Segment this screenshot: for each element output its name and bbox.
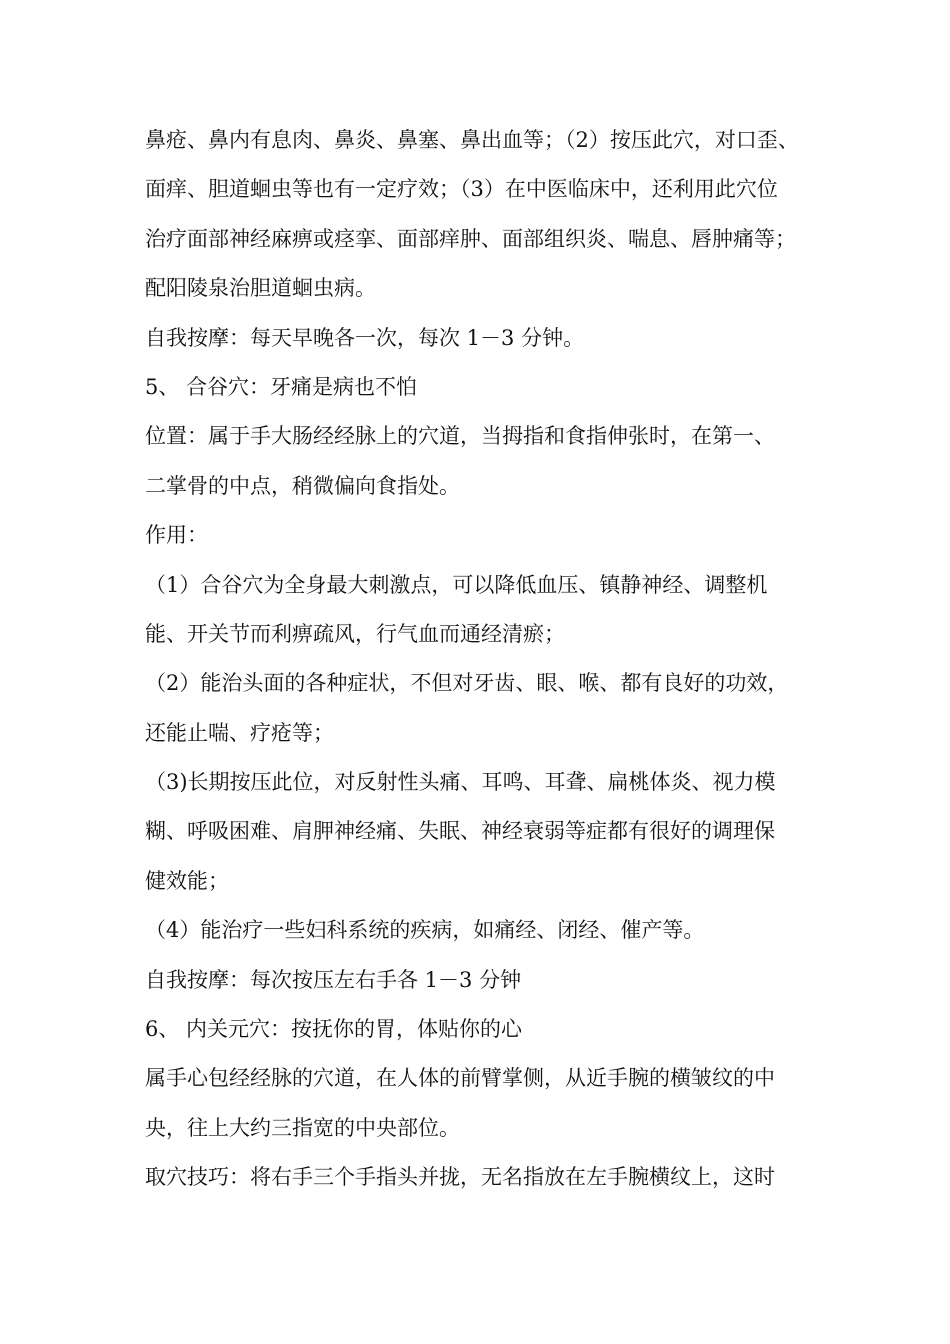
text-line: 还能止喘、疗疮等； (145, 720, 334, 745)
text-line: 面痒、胆道蛔虫等也有一定疗效；（3）在中医临床中，还利用此穴位 (145, 177, 778, 202)
text-line: 自我按摩：每天早晚各一次，每次 1－3 分钟。 (145, 325, 585, 350)
text-line: 属手心包经经脉的穴道，在人体的前臂掌侧，从近手腕的横皱纹的中 (145, 1066, 775, 1091)
text-line: 取穴技巧：将右手三个手指头并拢，无名指放在左手腕横纹上，这时 (145, 1165, 775, 1190)
section-heading: 6、 内关元穴：按抚你的胃，体贴你的心 (145, 1017, 523, 1042)
section-heading: 5、 合谷穴：牙痛是病也不怕 (145, 374, 418, 399)
text-line: 健效能； (145, 868, 229, 893)
text-line: （2）能治头面的各种症状，不但对牙齿、眼、喉、都有良好的功效， (145, 671, 789, 696)
text-line: 配阳陵泉治胆道蛔虫病。 (145, 276, 376, 301)
document-body (145, 116, 810, 1203)
text-line: 作用： (145, 523, 208, 548)
text-line: 二掌骨的中点，稍微偏向食指处。 (145, 473, 460, 498)
text-line: 糊、呼吸困难、肩胛神经痛、失眠、神经衰弱等症都有很好的调理保 (145, 819, 775, 844)
text-line: （3)长期按压此位，对反射性头痛、耳鸣、耳聋、扁桃体炎、视力模 (145, 770, 776, 795)
text-line: （1）合谷穴为全身最大刺激点，可以降低血压、镇静神经、调整机 (145, 572, 768, 597)
text-line: 治疗面部神经麻痹或痉挛、面部痒肿、面部组织炎、喘息、唇肿痛等； (145, 226, 796, 251)
text-line: 自我按摩：每次按压左右手各 1－3 分钟 (145, 967, 522, 992)
text-line: （4）能治疗一些妇科系统的疾病，如痛经、闭经、催产等。 (145, 918, 705, 943)
text-line: 央，往上大约三指宽的中央部位。 (145, 1115, 460, 1140)
text-line: 鼻疮、鼻内有息肉、鼻炎、鼻塞、鼻出血等；（2）按压此穴，对口歪、 (145, 128, 799, 152)
text-line: 位置：属于手大肠经经脉上的穴道，当拇指和食指伸张时，在第一、 (145, 424, 775, 449)
text-line: 能、开关节而利痹疏风，行气血而通经清瘀； (145, 621, 565, 646)
